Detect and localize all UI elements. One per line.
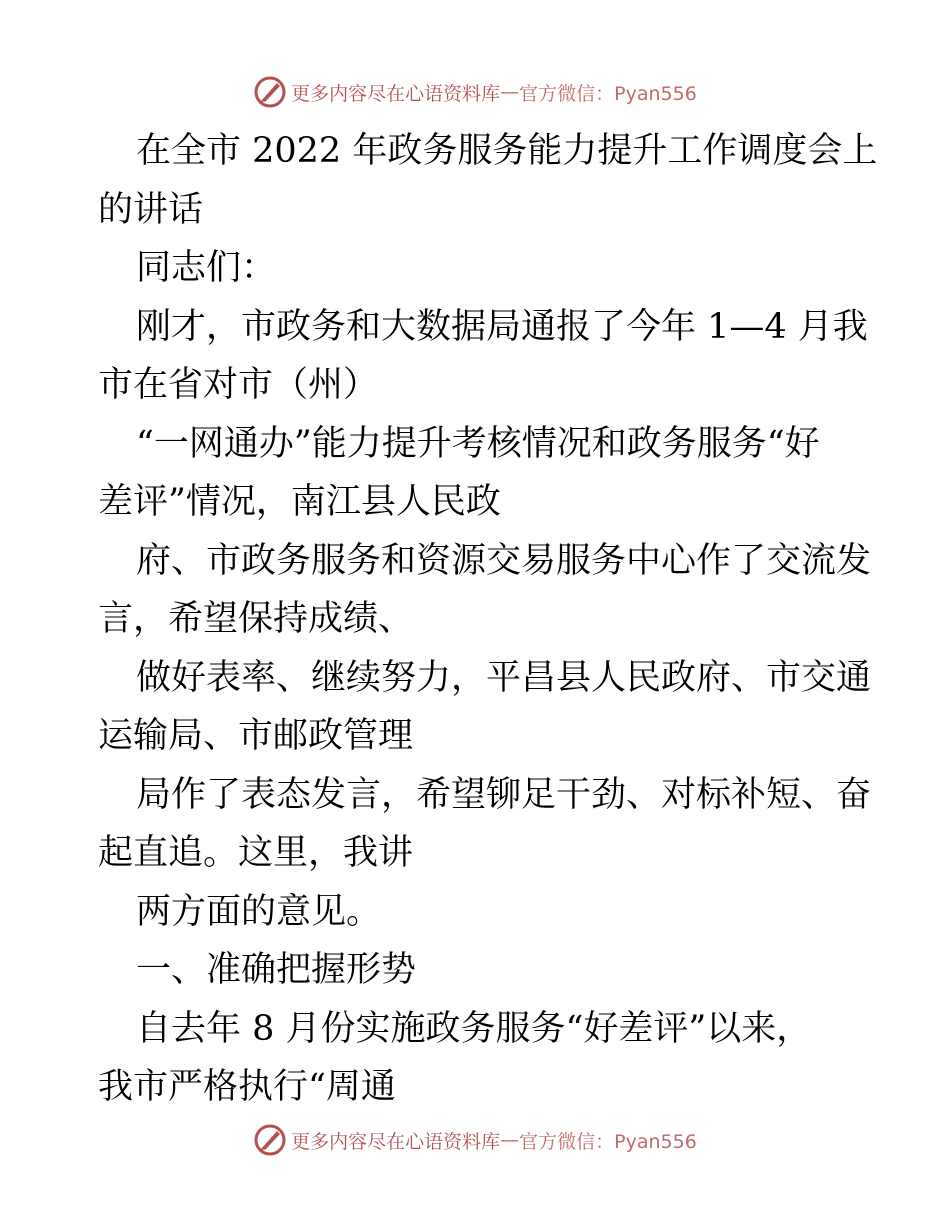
paragraph-line: 差评”情况，南江县人民政 <box>98 482 501 522</box>
paragraph-line: “一网通办”能力提升考核情况和政务服务“好 <box>136 423 820 464</box>
watermark-wechat: 官方微信：Pyan556 <box>519 1130 697 1153</box>
paragraph-line: 府、市政务服务和资源交易服务中心作了交流发 <box>136 540 872 581</box>
quill-logo-icon <box>253 1123 287 1157</box>
footer-watermark <box>0 1120 950 1160</box>
watermark-dash: — <box>500 81 520 103</box>
paragraph-line: 做好表率、继续努力，平昌县人民政府、市交通 <box>136 657 872 698</box>
title-line-1: 在全市 2022 年政务服务能力提升工作调度会上 <box>136 131 878 171</box>
salutation: 同志们： <box>136 248 277 288</box>
watermark-text: 更多内容尽在心语资料库 <box>291 82 501 105</box>
watermark-dash: — <box>500 1129 520 1151</box>
paragraph-line: 我市严格执行“周通 <box>98 1067 396 1107</box>
paragraph-line: 自去年 8 月份实施政务服务“好差评”以来， <box>136 1008 812 1049</box>
header-watermark <box>0 72 950 112</box>
paragraph-line: 言，希望保持成绩、 <box>98 599 414 639</box>
watermark-wechat: 官方微信：Pyan556 <box>519 82 697 105</box>
paragraph-line: 起直追。这里，我讲 <box>98 833 414 873</box>
quill-logo-icon <box>253 75 287 109</box>
watermark-text: 更多内容尽在心语资料库 <box>291 1130 501 1153</box>
title-line-2: 的讲话 <box>98 189 204 230</box>
paragraph-line: 刚才，市政务和大数据局通报了今年 1—4 月我 <box>136 306 868 347</box>
section-heading: 一、准确把握形势 <box>136 950 417 990</box>
document-body <box>98 122 878 1117</box>
paragraph-line: 两方面的意见。 <box>136 891 382 932</box>
paragraph-line: 市在省对市（州） <box>98 365 379 405</box>
paragraph-line: 局作了表态发言，希望铆足干劲、对标补短、奋 <box>136 774 872 815</box>
paragraph-line: 运输局、市邮政管理 <box>98 716 414 756</box>
